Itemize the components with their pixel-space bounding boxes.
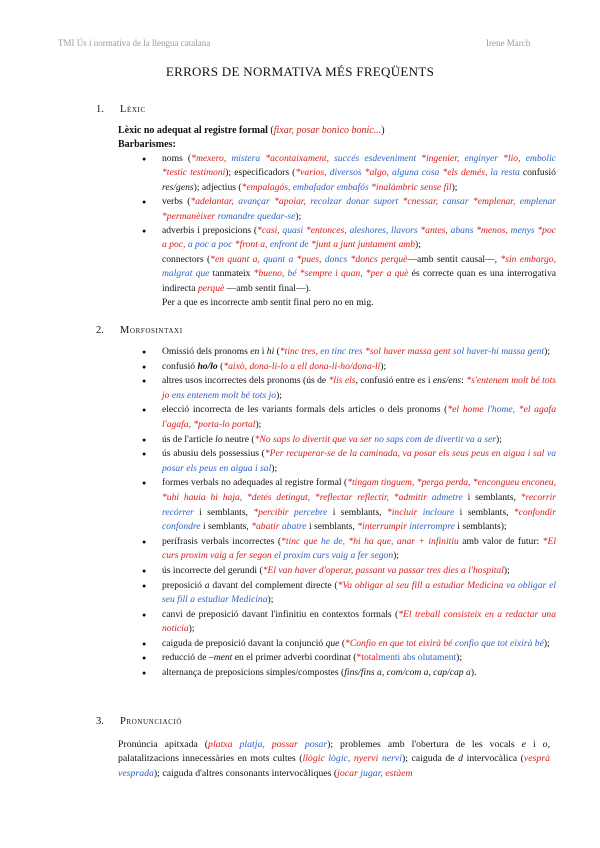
- text-run: *casi,: [257, 225, 280, 237]
- list-item: [140, 651, 556, 666]
- text-run: *El van haver d'operar, passant va passar tres dies a l'hospital: [262, 564, 504, 576]
- text-run: *mexero,: [191, 153, 227, 164]
- text-run: ); problemes amb l'obertura de les vocals: [327, 739, 515, 750]
- text-run: );: [276, 389, 282, 401]
- text-run: *reflectar reflectir,: [314, 491, 390, 503]
- text-run: aleshores, llavors: [349, 225, 418, 237]
- text-run: *cnessar,: [402, 196, 439, 208]
- text-run: recórrer: [162, 506, 194, 518]
- text-run: abatre: [281, 521, 307, 533]
- text-run: neutre (: [225, 433, 255, 445]
- text-run: ); caiguda d'altres consonants intervocàliques (: [153, 767, 338, 779]
- text-run: Pronúncia apitxada (: [118, 739, 209, 750]
- running-header-right: Irene March: [486, 38, 531, 48]
- text-run: *menos,: [476, 225, 508, 237]
- text-run: vesprada: [118, 767, 154, 779]
- text-run: *poc a poc,: [162, 225, 557, 251]
- text-run: *entonces,: [305, 225, 347, 237]
- text-run: nervi: [381, 753, 402, 765]
- text-run: );: [496, 433, 502, 445]
- text-run: perquè: [197, 282, 225, 294]
- list-item: [140, 535, 556, 564]
- text-run: ).: [470, 667, 477, 679]
- text-run: en el primer adverbi coordinat (: [234, 652, 357, 664]
- text-run: ment: [378, 652, 398, 664]
- text-run: );: [295, 210, 302, 222]
- list-item: [140, 476, 556, 534]
- text-run: enginyer: [464, 153, 499, 164]
- text-run: confusió: [522, 167, 556, 179]
- text-run: ús incorrecte del gerundi (: [162, 564, 263, 576]
- text-run: *total: [356, 652, 379, 664]
- text-run: *en quant a,: [210, 253, 260, 265]
- morfosintaxi-list: [140, 345, 556, 681]
- text-run: *hi ha que,: [348, 535, 394, 547]
- text-run: *sempre i quan,: [299, 268, 363, 280]
- text-run: llògic: [302, 753, 325, 765]
- text-run: bé: [287, 268, 297, 280]
- text-run: i semblants,: [459, 506, 509, 518]
- text-run: interrompre: [409, 521, 455, 533]
- text-run: (: [341, 637, 346, 649]
- text-run: *inalàmbric sense fil: [371, 181, 452, 193]
- text-run: en: [250, 346, 260, 357]
- text-run: platja,: [239, 739, 265, 750]
- text-run: e: [521, 739, 527, 750]
- text-run: *algo,: [364, 167, 389, 179]
- section-2-title: Morfosintaxi: [120, 325, 183, 336]
- text-run: l'home,: [487, 404, 516, 416]
- text-run: anar + infinitiu: [396, 535, 459, 547]
- text-run: reducció de: [162, 652, 207, 664]
- text-run: abans: [450, 225, 474, 237]
- text-run: );: [380, 360, 387, 372]
- text-run: confio que tot eixirà bé: [454, 637, 544, 649]
- text-run: );: [188, 623, 195, 635]
- text-run: cansar: [442, 196, 469, 208]
- text-run: );: [456, 652, 463, 664]
- list-item: [140, 447, 556, 476]
- text-run: fins/fins a, com/com a, cap/cap a: [344, 667, 471, 679]
- text-run: estàem: [385, 767, 413, 779]
- text-run: );: [544, 346, 551, 357]
- section-1-heading: [96, 104, 146, 115]
- text-run: —amb sentit causal—,: [407, 253, 498, 265]
- text-run: ús abusiu dels possessius (: [162, 448, 265, 460]
- text-run: *percibir: [253, 506, 289, 518]
- text-run: i semblants,: [332, 506, 382, 518]
- text-run: jugar,: [360, 767, 383, 779]
- list-item: [140, 374, 556, 403]
- text-run: *El curs proxim vaig a fer segon: [162, 535, 556, 562]
- list-item: [140, 666, 556, 681]
- text-run: canvi de preposició davant l'infinitiu en contextos formals (: [162, 608, 399, 620]
- text-run: *tinc que: [281, 535, 318, 547]
- text-run: *apoiar,: [274, 196, 306, 208]
- text-run: ); especificadors (: [225, 167, 296, 179]
- text-run: *per a què: [365, 268, 409, 280]
- text-run: quasi: [282, 225, 304, 237]
- text-run: *doncs perquè: [350, 253, 408, 265]
- text-run: connectors (: [162, 253, 211, 265]
- text-run: );: [255, 418, 262, 430]
- text-run: he de,: [321, 535, 345, 547]
- text-run: que: [325, 637, 340, 649]
- text-run: 3.: [96, 716, 104, 727]
- text-run: en tinc tres: [320, 346, 363, 357]
- text-run: *Per recuperar-se de la caminada, va posar els seus peus en aigua i sal: [264, 448, 545, 460]
- text-run: platxa: [208, 739, 233, 750]
- text-run: és correcte quan es una interrogativa indirecta: [162, 268, 557, 294]
- text-run: );: [267, 594, 274, 606]
- text-run: Lèxic no adequat al registre formal: [118, 125, 268, 136]
- text-run: *lio,: [503, 153, 521, 164]
- text-run: perífrasis verbals incorrectes (: [162, 535, 282, 547]
- text-run: mistera: [231, 153, 261, 164]
- list-item: [140, 637, 556, 652]
- text-run: *No saps lo divertit que va ser: [254, 433, 372, 445]
- text-run: );: [503, 564, 510, 576]
- connectors-note: Per a que es incorrecte amb sentit final pero no en mig.: [162, 297, 374, 309]
- text-run: a poc a poc: [187, 239, 233, 251]
- text-run: *recorrir: [520, 491, 557, 503]
- text-run: *sin embargo,: [500, 253, 556, 265]
- text-run: ens entenem molt bé tots jo: [171, 389, 277, 401]
- section-3-heading: [96, 716, 182, 727]
- text-run: ho/lo: [197, 360, 218, 372]
- text-run: va obligar el seu fill a estudiar Medicina: [162, 579, 556, 606]
- text-run: el proxim curs vaig a fer segon: [274, 550, 394, 562]
- text-run: *els demés,: [442, 167, 488, 179]
- lexic-registre-line: Lèxic no adequat al registre formal (fixar, posar bonico bonic...): [118, 125, 385, 136]
- text-run: o: [542, 739, 548, 750]
- text-run: i: [532, 739, 536, 750]
- text-run: i semblants);: [457, 521, 507, 533]
- example-registre: fixar, posar bonico bonic...: [273, 125, 382, 136]
- text-run: i semblants,: [467, 491, 516, 503]
- text-run: ús de l'article: [162, 433, 213, 445]
- text-run: i semblants,: [202, 521, 249, 533]
- section-3-title: Pronunciació: [120, 716, 183, 727]
- list-item: [140, 224, 556, 310]
- text-run: possar: [271, 739, 298, 750]
- text-run: romandre quedar-se: [217, 210, 296, 222]
- text-run: *lis els: [328, 375, 356, 387]
- list-item: [140, 152, 556, 195]
- list-item: [140, 608, 556, 637]
- text-run: *El treball consisteix en a redactar una noticia: [162, 608, 556, 635]
- text-run: , palatalitzacions innecessàries en mots cultes (: [118, 739, 550, 765]
- text-run: *sol haver massa gent: [364, 346, 451, 357]
- text-run: malgrat que: [162, 268, 210, 280]
- text-run: *perga perda,: [416, 477, 471, 489]
- text-run: embafador embafós: [292, 181, 369, 193]
- text-run: quant a: [263, 253, 294, 265]
- text-run: *interrumpir: [357, 521, 407, 533]
- text-run: ); adjectius (: [193, 181, 242, 193]
- text-run: :: [461, 375, 464, 387]
- list-item: [140, 564, 556, 579]
- pronunciacio-paragraph: [118, 738, 550, 781]
- text-run: i semblants,: [308, 521, 355, 533]
- text-run: a: [204, 579, 210, 591]
- text-run: diversos: [329, 167, 362, 179]
- text-run: davant del complement directe (: [212, 579, 338, 591]
- list-item: [140, 195, 556, 224]
- text-run: *s'entenem molt bé tots jo: [162, 375, 557, 401]
- text-run: alternança de preposicions simples/compostes (: [162, 667, 345, 679]
- text-run: *el home: [447, 404, 484, 416]
- text-run: va posar els peus en aigua i sal: [162, 448, 557, 474]
- text-run: nyervi: [353, 753, 379, 765]
- text-run: —amb sentit final—).: [226, 282, 312, 294]
- list-item: [140, 433, 556, 448]
- text-run: (: [220, 360, 224, 372]
- document-title: ERRORS DE NORMATIVA MÉS FREQÜENTS: [165, 64, 435, 79]
- text-run: *junt a junt juntament amb: [311, 239, 416, 251]
- text-run: menys: [510, 225, 535, 237]
- text-run: tanmateix: [212, 268, 251, 280]
- text-run: );: [543, 637, 550, 649]
- text-run: );: [451, 181, 458, 193]
- text-run: *Confio en que tot eixirà bé: [345, 637, 453, 649]
- text-run: );: [393, 550, 399, 562]
- text-run: i abs olutament: [397, 652, 457, 664]
- text-run: *testic testimoni: [162, 167, 226, 179]
- text-run: *empalagós,: [241, 181, 291, 193]
- text-run: , confusió entre: [355, 375, 415, 387]
- text-run: *acontaixament,: [265, 153, 329, 164]
- text-run: caiguda de preposició davant la conjunció: [162, 637, 324, 649]
- text-run: posar: [304, 739, 328, 750]
- text-run: preposició: [162, 579, 202, 591]
- text-run: sol haver-hi massa gent: [452, 346, 545, 357]
- text-run: no saps com de divertit va a ser: [374, 433, 497, 445]
- text-run: –ment: [208, 652, 233, 664]
- text-run: recolzar donar suport: [310, 196, 399, 208]
- text-run: avançar: [238, 196, 270, 208]
- text-run: ens/ens: [432, 375, 462, 387]
- text-run: i: [427, 375, 431, 387]
- text-run: percebre: [294, 506, 328, 518]
- text-run: incloure: [422, 506, 455, 518]
- text-run: admetre: [431, 491, 463, 503]
- text-run: i semblants,: [199, 506, 248, 518]
- text-run: *bueno,: [253, 268, 285, 280]
- text-run: verbs (: [162, 196, 191, 208]
- text-run: *ingenier,: [421, 153, 460, 164]
- text-run: *adelantar,: [190, 196, 234, 208]
- text-run: i: [261, 346, 265, 357]
- text-run: adverbis i preposicions (: [162, 225, 258, 237]
- text-run: *encongueu enconeu,: [472, 477, 556, 489]
- text-run: Omissió dels pronoms: [162, 346, 248, 357]
- text-run: intervocàlica (: [466, 753, 524, 765]
- text-run: );: [271, 462, 278, 474]
- text-run: noms (: [162, 153, 192, 164]
- text-run: *incluir: [386, 506, 418, 518]
- text-run: vesprà: [523, 753, 551, 765]
- text-run: amb valor de futur:: [462, 535, 540, 547]
- text-run: jocar: [337, 767, 358, 779]
- text-run: es: [417, 375, 426, 387]
- text-run: );: [415, 239, 421, 251]
- text-run: *antes,: [420, 225, 448, 237]
- text-run: la resta: [490, 167, 520, 179]
- text-run: *uhi hauia hi haja,: [162, 491, 243, 503]
- running-header-left: TMI Ús i normativa de la llengua catalana: [58, 38, 211, 48]
- text-run: *tinc tres,: [279, 346, 318, 357]
- barbarismes-label: Barbarismes:: [118, 139, 176, 150]
- text-run: hi: [266, 346, 275, 357]
- text-run: altres usos incorrectes dels pronoms (ús de: [162, 375, 327, 387]
- text-run: *pues,: [296, 253, 322, 265]
- text-run: *porta-lo portal: [193, 418, 256, 430]
- text-run: (: [276, 346, 280, 357]
- text-run: *confondir: [513, 506, 556, 518]
- text-run: elecció incorrecta de les variants formals dels articles o dels pronoms (: [162, 404, 448, 416]
- text-run: confusió: [162, 360, 196, 372]
- section-2-heading: [96, 325, 183, 336]
- text-run: alguna cosa: [392, 167, 440, 179]
- text-run: *tingam tinguem,: [347, 477, 415, 489]
- text-run: *el agafa l'agafa,: [162, 404, 556, 430]
- text-run: succés esdeveniment: [334, 153, 417, 164]
- text-run: d: [458, 753, 464, 765]
- text-run: lo: [215, 433, 223, 445]
- list-item: [140, 579, 556, 608]
- text-run: res/gens: [162, 181, 194, 193]
- text-run: *Va obligar al seu fill a estudiar Medicina: [337, 579, 504, 591]
- text-run: doncs: [324, 253, 348, 265]
- list-item: [140, 345, 556, 360]
- text-run: *admitir: [393, 491, 427, 503]
- text-run: 1.: [96, 104, 104, 115]
- section-1-title: Lèxic: [120, 104, 146, 115]
- text-run: *detés detingut,: [246, 491, 311, 503]
- text-run: emplenar: [519, 196, 557, 208]
- text-run: *permanèixer: [162, 210, 216, 222]
- text-run: embolic: [525, 153, 557, 164]
- text-run: lògic,: [328, 753, 351, 765]
- text-run: *això, dona-li-lo a ell dona-li-ho/dona-li: [223, 360, 381, 372]
- text-run: formes verbals no adequades al registre formal (: [162, 477, 348, 489]
- list-item: [140, 360, 556, 375]
- barbarismes-list: [140, 152, 556, 310]
- text-run: *emplenar,: [473, 196, 516, 208]
- text-run: Barbarismes: [118, 139, 173, 150]
- text-run: ); caiguda de: [401, 753, 455, 765]
- text-run: *varios,: [295, 167, 327, 179]
- connectors-paragraph: [162, 253, 556, 296]
- text-run: *front a,: [234, 239, 268, 251]
- list-item: [140, 403, 556, 432]
- text-run: *abatir: [251, 521, 280, 533]
- text-run: confondre: [162, 521, 201, 533]
- text-run: enfront de: [269, 239, 309, 251]
- text-run: 2.: [96, 325, 104, 336]
